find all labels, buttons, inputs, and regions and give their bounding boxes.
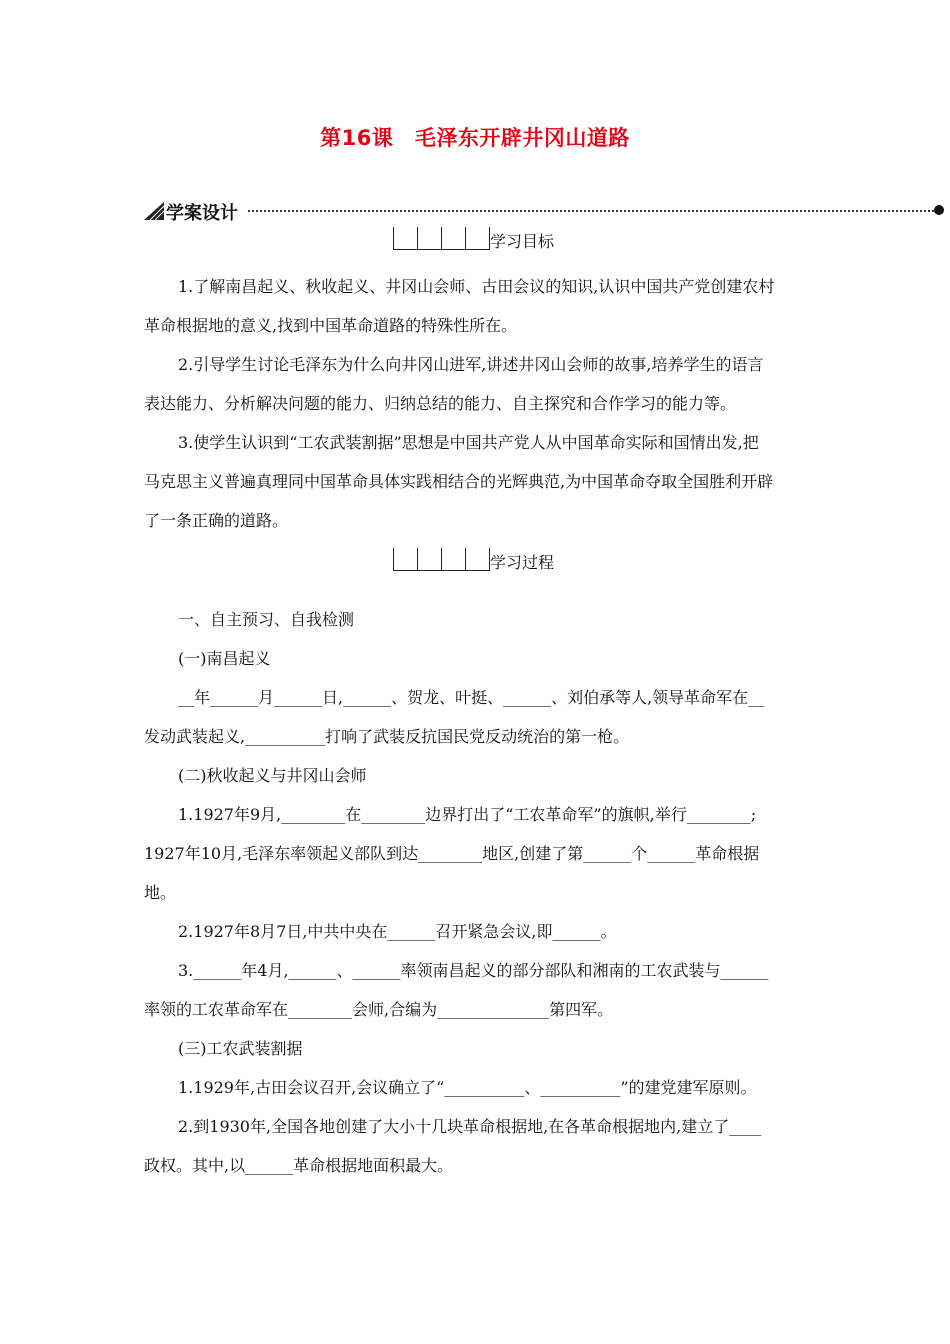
fill-line: 1.1929年,古田会议召开,会议确立了“__________、__________”的建党建军原则。 [178,1078,757,1097]
process-heading-text: 学习过程 [490,553,555,572]
fill-line: 3.______年4月,______、______率领南昌起义的部分部队和湘南的工农武装与______ [178,961,769,980]
part-heading: 一、自主预习、自我检测 [178,610,355,629]
part-one [144,600,814,1185]
goal-line: 1.了解南昌起义、秋收起义、井冈山会师、古田会议的知识,认识中国共产党创建农村 [178,277,775,296]
subsection-heading: (二)秋收起义与井冈山会师 [178,766,367,785]
fill-line: 2.1927年8月7日,中共中央在______召开紧急会议,即______。 [178,922,617,941]
goals-heading-text: 学习目标 [490,232,555,251]
goal-line: 马克思主义普遍真理同中国革命具体实践相结合的光辉典范,为中国革命夺取全国胜利开辟 [144,472,774,491]
dotted-divider [248,210,938,212]
fill-line: 政权。其中,以______革命根据地面积最大。 [144,1156,454,1175]
goal-line: 革命根据地的意义,找到中国革命道路的特殊性所在。 [144,316,518,335]
goal-line: 了一条正确的道路。 [144,511,289,530]
subsection-heading: (三)工农武装割据 [178,1039,303,1058]
fill-line: 1.1927年9月,________在________边界打出了“工农革命军”的旗帜,举行________; [178,805,757,824]
fill-line: __年______月______日,______、贺龙、叶挺、______、刘伯承等人,领导革命军在__ [178,688,765,707]
triangle-icon [144,202,164,220]
section-label: 学案设计 [166,203,238,224]
goal-line: 2.引导学生讨论毛泽东为什么向井冈山进军,讲述井冈山会师的故事,培养学生的语言 [178,355,764,374]
fill-line: 地。 [144,883,177,902]
subsection-heading: (一)南昌起义 [178,649,271,668]
fill-line: 1927年10月,毛泽东率领起义部队到达________地区,创建了第______个______革命根据 [144,844,760,863]
fill-line: 发动武装起义,__________打响了武装反抗国民党反动统治的第一枪。 [144,727,630,746]
goal-line: 表达能力、分析解决问题的能力、归纳总结的能力、自主探究和合作学习的能力等。 [144,394,737,413]
goals-list [144,267,814,540]
goal-line: 3.使学生认识到“工农武装割据”思想是中国共产党人从中国革命实际和国情出发,把 [178,433,759,452]
end-dot-icon [934,205,944,215]
fill-line: 2.到1930年,全国各地创建了大小十几块革命根据地,在各革命根据地内,建立了____ [178,1117,762,1136]
fill-line: 率领的工农革命军在________会师,合编为______________第四军。 [144,1000,614,1019]
page-title: 第16课 毛泽东开辟井冈山道路 [320,126,630,150]
section-banner [144,199,944,223]
